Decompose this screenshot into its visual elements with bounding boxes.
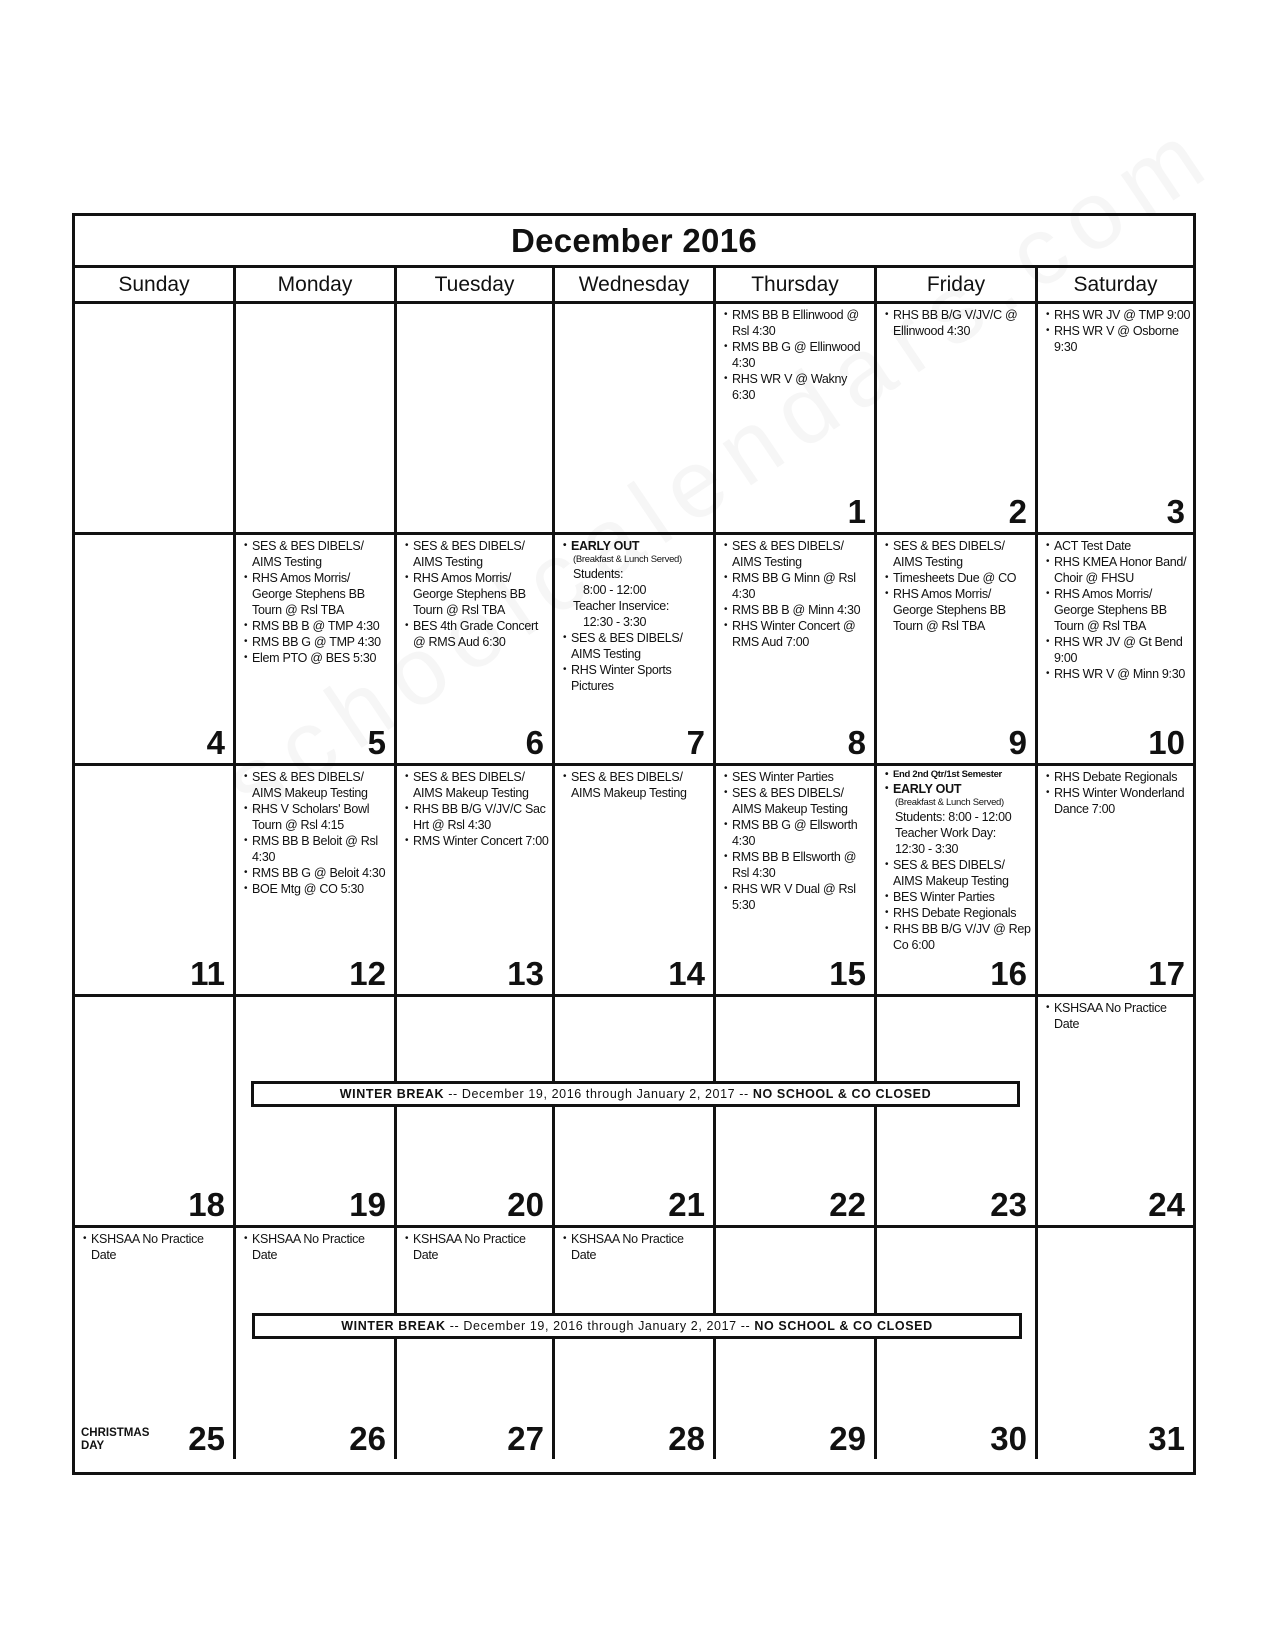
event-item: • RMS BB B Ellinwood @ Rsl 4:30 — [724, 307, 872, 339]
day-number: 6 — [525, 724, 544, 761]
day-number: 1 — [847, 493, 866, 530]
banner-middle: -- December 19, 2016 through January 2, 2017 -- — [449, 1319, 751, 1333]
event-item: • RHS BB B/G V/JV/C @ Ellinwood 4:30 — [885, 307, 1033, 339]
event-item: • BES 4th Grade Concert @ RMS Aud 6:30 — [405, 618, 550, 650]
banner-lead: WINTER BREAK — [341, 1319, 446, 1333]
day-number: 23 — [990, 1186, 1027, 1223]
event-item: • RMS BB G @ Ellinwood 4:30 — [724, 339, 872, 371]
day-cell — [1038, 997, 1193, 1228]
day-number: 28 — [668, 1420, 705, 1457]
event-item: • SES & BES DIBELS/ AIMS Testing — [724, 538, 872, 570]
event-item: • RHS WR V @ Minn 9:30 — [1046, 666, 1191, 682]
event-item: • KSHSAA No Practice Date — [1046, 1000, 1191, 1032]
event-item: • SES & BES DIBELS/ AIMS Testing — [563, 630, 711, 662]
day-number: 13 — [507, 955, 544, 992]
event-item: (Breakfast & Lunch Served) — [895, 797, 1004, 808]
day-cell — [555, 304, 716, 535]
event-list — [1038, 535, 1193, 682]
event-item: • RHS BB B/G V/JV/C Sac Hrt @ Rsl 4:30 — [405, 801, 550, 833]
event-item: • RHS Winter Concert @ RMS Aud 7:00 — [724, 618, 872, 650]
day-cell — [236, 304, 397, 535]
event-item: • RMS BB G Minn @ Rsl 4:30 — [724, 570, 872, 602]
day-cell — [397, 535, 555, 766]
event-item: 12:30 - 3:30 — [895, 842, 959, 856]
day-cell — [877, 1228, 1038, 1459]
day-number: 17 — [1148, 955, 1185, 992]
day-number: 12 — [349, 955, 386, 992]
event-list — [1038, 997, 1193, 1032]
day-number: 11 — [190, 955, 225, 992]
event-item: • RHS Amos Morris/ George Stephens BB Tourn @ Rsl TBA — [405, 570, 550, 618]
day-number: 4 — [206, 724, 225, 761]
day-cell — [236, 1228, 397, 1459]
calendar-grid — [72, 213, 1196, 1475]
day-cell — [397, 1228, 555, 1459]
banner-tail: NO SCHOOL & CO CLOSED — [754, 1319, 933, 1333]
dow-monday: Monday — [236, 268, 397, 304]
event-list — [1038, 766, 1193, 817]
holiday-label: CHRISTMAS DAY — [81, 1427, 150, 1452]
event-item: • Elem PTO @ BES 5:30 — [244, 650, 392, 666]
event-item: • RMS BB B @ TMP 4:30 — [244, 618, 392, 634]
calendar-title: December 2016 — [75, 216, 1193, 268]
event-item: • BOE Mtg @ CO 5:30 — [244, 881, 392, 897]
day-number: 10 — [1148, 724, 1185, 761]
event-list — [716, 304, 874, 403]
day-number: 20 — [507, 1186, 544, 1223]
event-item: • Timesheets Due @ CO — [885, 570, 1033, 586]
day-cell — [397, 997, 555, 1228]
dow-friday: Friday — [877, 268, 1038, 304]
event-item: • SES & BES DIBELS/ AIMS Testing — [405, 538, 550, 570]
day-number: 21 — [668, 1186, 705, 1223]
dow-tuesday: Tuesday — [397, 268, 555, 304]
event-item: 12:30 - 3:30 — [583, 615, 647, 629]
event-item: • RHS Amos Morris/ George Stephens BB Tourn @ Rsl TBA — [1046, 586, 1191, 634]
day-cell — [716, 997, 877, 1228]
event-item: • SES & BES DIBELS/ AIMS Makeup Testing — [724, 785, 872, 817]
day-cell — [397, 304, 555, 535]
event-list — [877, 766, 1035, 953]
event-list — [236, 535, 394, 666]
day-cell — [716, 304, 877, 535]
event-item: • SES & BES DIBELS/ AIMS Testing — [885, 538, 1033, 570]
day-number: 5 — [367, 724, 386, 761]
day-cell — [877, 997, 1038, 1228]
day-number: 31 — [1148, 1420, 1185, 1457]
winter-break-banner-week5 — [252, 1313, 1022, 1339]
event-item: • RHS KMEA Honor Band/ Choir @ FHSU — [1046, 554, 1191, 586]
event-item: • RHS Winter Wonderland Dance 7:00 — [1046, 785, 1191, 817]
dow-wednesday: Wednesday — [555, 268, 716, 304]
day-cell — [877, 766, 1038, 997]
banner-middle: -- December 19, 2016 through January 2, 2017 -- — [448, 1087, 749, 1101]
event-item: • RMS BB B Beloit @ Rsl 4:30 — [244, 833, 392, 865]
day-number: 2 — [1008, 493, 1027, 530]
event-item: • EARLY OUT — [885, 781, 1033, 797]
day-cell — [555, 535, 716, 766]
day-cell — [236, 766, 397, 997]
day-number: 29 — [829, 1420, 866, 1457]
day-number: 19 — [349, 1186, 386, 1223]
event-item: • RMS BB G @ Beloit 4:30 — [244, 865, 392, 881]
day-cell — [1038, 1228, 1193, 1459]
day-number: 9 — [1008, 724, 1027, 761]
event-item: • SES & BES DIBELS/ AIMS Makeup Testing — [885, 857, 1033, 889]
event-list — [716, 535, 874, 650]
day-cell — [75, 535, 236, 766]
event-list — [397, 766, 552, 849]
day-number: 30 — [990, 1420, 1027, 1457]
event-item: (Breakfast & Lunch Served) — [573, 554, 682, 565]
event-item: • ACT Test Date — [1046, 538, 1191, 554]
event-item: • SES & BES DIBELS/ AIMS Makeup Testing — [563, 769, 711, 801]
event-item: Teacher Inservice: — [573, 599, 670, 613]
event-list — [397, 535, 552, 650]
event-item: • KSHSAA No Practice Date — [405, 1231, 550, 1263]
event-item: • End 2nd Qtr/1st Semester — [885, 769, 1033, 781]
event-item: 8:00 - 12:00 — [583, 583, 647, 597]
day-number: 27 — [507, 1420, 544, 1457]
day-cell — [397, 766, 555, 997]
day-cell — [716, 535, 877, 766]
event-item: • RHS Debate Regionals — [1046, 769, 1191, 785]
event-item: • RHS Winter Sports Pictures — [563, 662, 711, 694]
dow-thursday: Thursday — [716, 268, 877, 304]
event-list — [236, 1228, 394, 1263]
event-item: • RHS Debate Regionals — [885, 905, 1033, 921]
event-list — [555, 766, 713, 801]
banner-lead: WINTER BREAK — [339, 1087, 445, 1101]
event-item: Students: 8:00 - 12:00 — [895, 810, 1012, 824]
event-item: • SES & BES DIBELS/ AIMS Makeup Testing — [405, 769, 550, 801]
event-item: • RMS BB G @ TMP 4:30 — [244, 634, 392, 650]
event-item: • RMS BB B Ellsworth @ Rsl 4:30 — [724, 849, 872, 881]
banner-tail: NO SCHOOL & CO CLOSED — [752, 1087, 932, 1101]
day-cell — [716, 1228, 877, 1459]
event-item: • RHS Amos Morris/ George Stephens BB Tourn @ Rsl TBA — [885, 586, 1033, 634]
event-item: Students: — [573, 567, 624, 581]
day-number: 14 — [668, 955, 705, 992]
event-list — [555, 1228, 713, 1263]
event-item: • RMS BB B @ Minn 4:30 — [724, 602, 872, 618]
event-list — [877, 304, 1035, 339]
day-number: 7 — [686, 724, 705, 761]
event-item: Teacher Work Day: — [895, 826, 996, 840]
event-item: • RMS Winter Concert 7:00 — [405, 833, 550, 849]
day-cell — [236, 535, 397, 766]
event-item: • RHS BB B/G V/JV @ Rep Co 6:00 — [885, 921, 1033, 953]
day-cell — [1038, 766, 1193, 997]
day-cell — [75, 766, 236, 997]
event-list — [716, 766, 874, 913]
day-number: 26 — [349, 1420, 386, 1457]
event-item: • KSHSAA No Practice Date — [563, 1231, 711, 1263]
event-item: • RHS Amos Morris/ George Stephens BB Tourn @ Rsl TBA — [244, 570, 392, 618]
day-cell — [75, 997, 236, 1228]
day-number: 15 — [829, 955, 866, 992]
day-number: 18 — [188, 1186, 225, 1223]
day-cell — [555, 766, 716, 997]
event-item: • KSHSAA No Practice Date — [244, 1231, 392, 1263]
day-number: 8 — [847, 724, 866, 761]
event-item: • SES & BES DIBELS/ AIMS Testing — [244, 538, 392, 570]
event-item: • BES Winter Parties — [885, 889, 1033, 905]
event-list — [1038, 304, 1193, 355]
day-cell — [236, 997, 397, 1228]
day-number: 22 — [829, 1186, 866, 1223]
event-list — [236, 766, 394, 897]
event-item: • SES & BES DIBELS/ AIMS Makeup Testing — [244, 769, 392, 801]
day-cell — [716, 766, 877, 997]
day-cell — [877, 304, 1038, 535]
event-item: • RHS WR JV @ Gt Bend 9:00 — [1046, 634, 1191, 666]
event-list — [75, 1228, 233, 1263]
day-number: 3 — [1166, 493, 1185, 530]
event-item: • RHS WR V @ Osborne 9:30 — [1046, 323, 1191, 355]
event-item: • RHS WR JV @ TMP 9:00 — [1046, 307, 1191, 323]
dow-sunday: Sunday — [75, 268, 236, 304]
day-number: 25 — [188, 1420, 225, 1457]
day-cell — [75, 304, 236, 535]
event-list — [397, 1228, 552, 1263]
event-item: • RHS WR V @ Wakny 6:30 — [724, 371, 872, 403]
event-item: • RHS WR V Dual @ Rsl 5:30 — [724, 881, 872, 913]
event-list — [555, 535, 713, 694]
day-cell — [555, 997, 716, 1228]
event-item: • RMS BB G @ Ellsworth 4:30 — [724, 817, 872, 849]
event-item: • RHS V Scholars' Bowl Tourn @ Rsl 4:15 — [244, 801, 392, 833]
event-list — [877, 535, 1035, 634]
winter-break-banner-week4 — [251, 1081, 1020, 1107]
dow-saturday: Saturday — [1038, 268, 1193, 304]
event-item: • EARLY OUT — [563, 538, 711, 554]
day-number: 24 — [1148, 1186, 1185, 1223]
event-item: • SES Winter Parties — [724, 769, 872, 785]
day-cell — [1038, 304, 1193, 535]
day-cell — [555, 1228, 716, 1459]
day-cell — [1038, 535, 1193, 766]
day-number: 16 — [990, 955, 1027, 992]
day-cell — [75, 1228, 236, 1459]
event-item: • KSHSAA No Practice Date — [83, 1231, 231, 1263]
day-cell — [877, 535, 1038, 766]
